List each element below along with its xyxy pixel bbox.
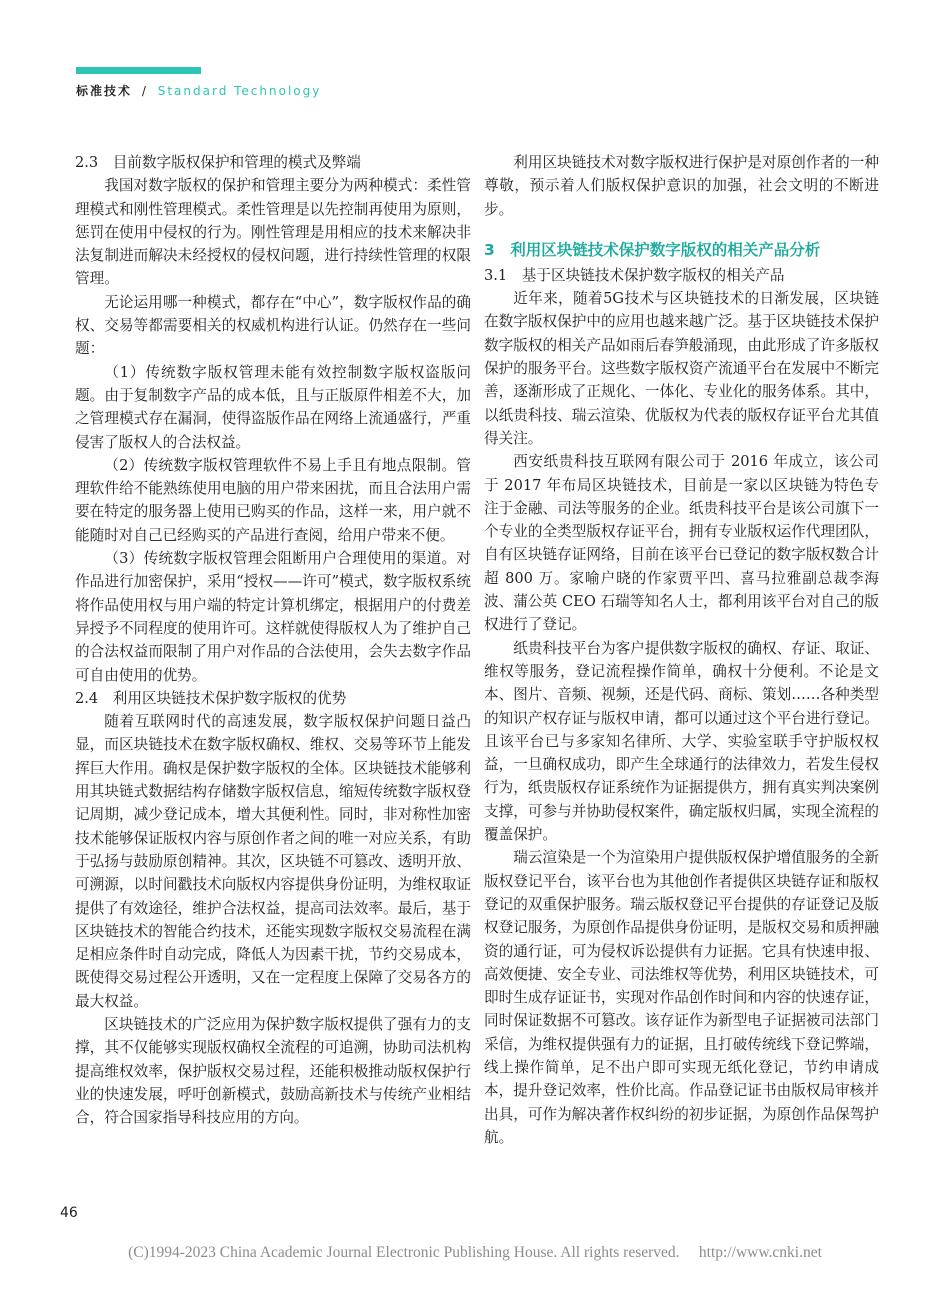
header-section-zh: 标准技术 — [76, 84, 133, 98]
paragraph: 无论运用哪一种模式，都存在“中心”，数字版权作品的确权、交易等都需要相关的权威机构进行认证。仍然存在一些问题： — [75, 293, 471, 358]
paragraph: 区块链技术的广泛应用为保护数字版权提供了强有力的支撑，其不仅能够实现版权确权全流程的可追溯，协助司法机构提高维权效率，保护版权交易过程，还能积极推动版权保护行业的快速发展，呼吁创新模式，鼓励高新技术与传统产业相结合，符合国家指导科技应用的方向。 — [75, 1015, 471, 1127]
paragraph: 西安纸贵科技互联网有限公司于 2016 年成立，该公司于 2017 年布局区块链技术，目前是一家以区块链为特色专注于金融、司法等服务的企业。纸贵科技平台是该公司旗下一个专业的全类型版权存证平台，拥有专业版权运作代理团队，自有区块链存证网络，目前在该平台已登记的数字版权数合计超 800 万。家喻户晓的作家贾平凹、喜马拉雅副总裁李海波、蒲公英 CEO 石瑞等知名人士，都利用该平台对自己的版权进行了登记。 — [484, 453, 879, 634]
list-item: （1）传统数字版权管理未能有效控制数字版权盗版问题。由于复制数字产品的成本低，且与正版原件相差不大，加之管理模式存在漏洞，使得盗版作品在网络上流通盛行，严重侵害了版权人的合法权益。 — [75, 363, 471, 451]
running-header — [76, 82, 321, 100]
copyright-footer: (C)1994-2023 China Academic Journal Electronic Publishing House. All rights reserved. http://www.cnki.net — [128, 1244, 822, 1261]
section-heading-3: 3 利用区块链技术保护数字版权的相关产品分析 — [484, 240, 821, 259]
header-separator: / — [141, 84, 148, 98]
header-section-en: Standard Technology — [157, 84, 322, 98]
header-accent-bar — [76, 67, 201, 74]
paragraph: 纸贵科技平台为客户提供数字版权的确权、存证、取证、维权等服务，登记流程操作简单，确权十分便利。不论是文本、图片、音频、视频，还是代码、商标、策划……各种类型的知识产权存证与版权申请，都可以通过这个平台进行登记。且该平台已与多家知名律所、大学、实验室联手守护版权权益，一旦确权成功，即产生全球通行的法律效力，若发生侵权行为，纸贵版权存证系统作为证据提供方，拥有真实判决案例支撑，可参与并协助侵权案件，确定版权归属，实现全流程的覆盖保护。 — [484, 639, 879, 844]
paragraph: 近年来，随着5G技术与区块链技术的日渐发展，区块链在数字版权保护中的应用也越来越广泛。基于区块链技术保护数字版权的相关产品如雨后春笋般涌现，由此形成了许多版权保护的服务平台。这些数字版权资产流通平台在发展中不断完善，逐渐形成了正规化、一体化、专业化的服务体系。其中，以纸贵科技、瑞云渲染、优版权为代表的版权存证平台尤其值得关注。 — [484, 290, 879, 447]
paragraph: 利用区块链技术对数字版权进行保护是对原创作者的一种尊敬，预示着人们版权保护意识的加强，社会文明的不断进步。 — [484, 154, 879, 218]
paragraph: 我国对数字版权的保护和管理主要分为两种模式：柔性管理模式和刚性管理模式。柔性管理是以先控制再使用为原则，惩罚在使用中侵权的行为。刚性管理是用相应的技术来解决非法复制进而解决未经授权的侵权问题，进行持续性管理的权限管理。 — [75, 177, 471, 288]
page-number: 46 — [60, 1205, 78, 1221]
left-column — [75, 151, 471, 1129]
right-column — [484, 151, 879, 1149]
subsection-heading-2-3: 2.3 目前数字版权保护和管理的模式及弊端 — [75, 154, 361, 171]
paragraph: 随着互联网时代的高速发展，数字版权保护问题日益凸显，而区块链技术在数字版权确权、维权、交易等环节上能发挥巨大作用。确权是保护数字版权的全体。区块链技术能够利用其块链式数据结构存储数字版权信息，缩短传统数字版权登记周期，减少登记成本，增大其便利性。同时，非对称性加密技术能够保证版权内容与原创作者之间的唯一对应关系，有助于弘扬与鼓励原创精神。其次，区块链不可篡改、透明开放、可溯源，以时间戳技术向版权内容提供身份证明，为维权取证提供了有效途径，维护合法权益，提高司法效率。最后，基于区块链技术的智能合约技术，还能实现数字版权交易流程在满足相应条件时自动完成，降低人为因素干扰，节约交易成本，既使得交易过程公开透明，又在一定程度上保障了交易各方的最大权益。 — [75, 713, 471, 1010]
list-item: （2）传统数字版权管理软件不易上手且有地点限制。管理软件给不能熟练使用电脑的用户带来困扰，而且合法用户需要在特定的服务器上使用已购买的作品，这样一来，用户就不能随时对自己已经购买的产品进行查阅，给用户带来不便。 — [75, 456, 471, 544]
subsection-heading-2-4: 2.4 利用区块链技术保护数字版权的优势 — [75, 689, 347, 707]
list-item: （3）传统数字版权管理会阻断用户合理使用的渠道。对作品进行加密保护，采用“授权——许可”模式，数字版权系统将作品使用权与用户端的特定计算机绑定，根据用户的付费差异授予不同程度的使用许可。这样就使得版权人为了维护自己的合法权益而限制了用户对作品的合法使用，会失去数字作品可自由使用的优势。 — [75, 550, 471, 684]
subsection-heading-3-1: 3.1 基于区块链技术保护数字版权的相关产品 — [484, 266, 785, 284]
paragraph: 瑞云渲染是一个为渲染用户提供版权保护增值服务的全新版权登记平台，该平台也为其他创作者提供区块链存证和版权登记的双重保护服务。瑞云版权登记平台提供的存证登记及版权登记服务，为原创作品提供身份证明，是版权交易和质押融资的通行证，可为侵权诉讼提供有力证据。它具有快速申报、高效便捷、安全专业、司法维权等优势，利用区块链技术，可即时生成存证证书，实现对作品创作时间和内容的快速存证，同时保证数据不可篡改。该存证作为新型电子证据被司法部门采信，为维权提供强有力的证据，且打破传统线下登记弊端，线上操作简单，足不出户即可实现无纸化登记，节约申请成本，提升登记效率，性价比高。作品登记证书由版权局审核并出具，可作为解决著作权纠纷的初步证据，为原创作品保驾护航。 — [484, 849, 879, 1146]
